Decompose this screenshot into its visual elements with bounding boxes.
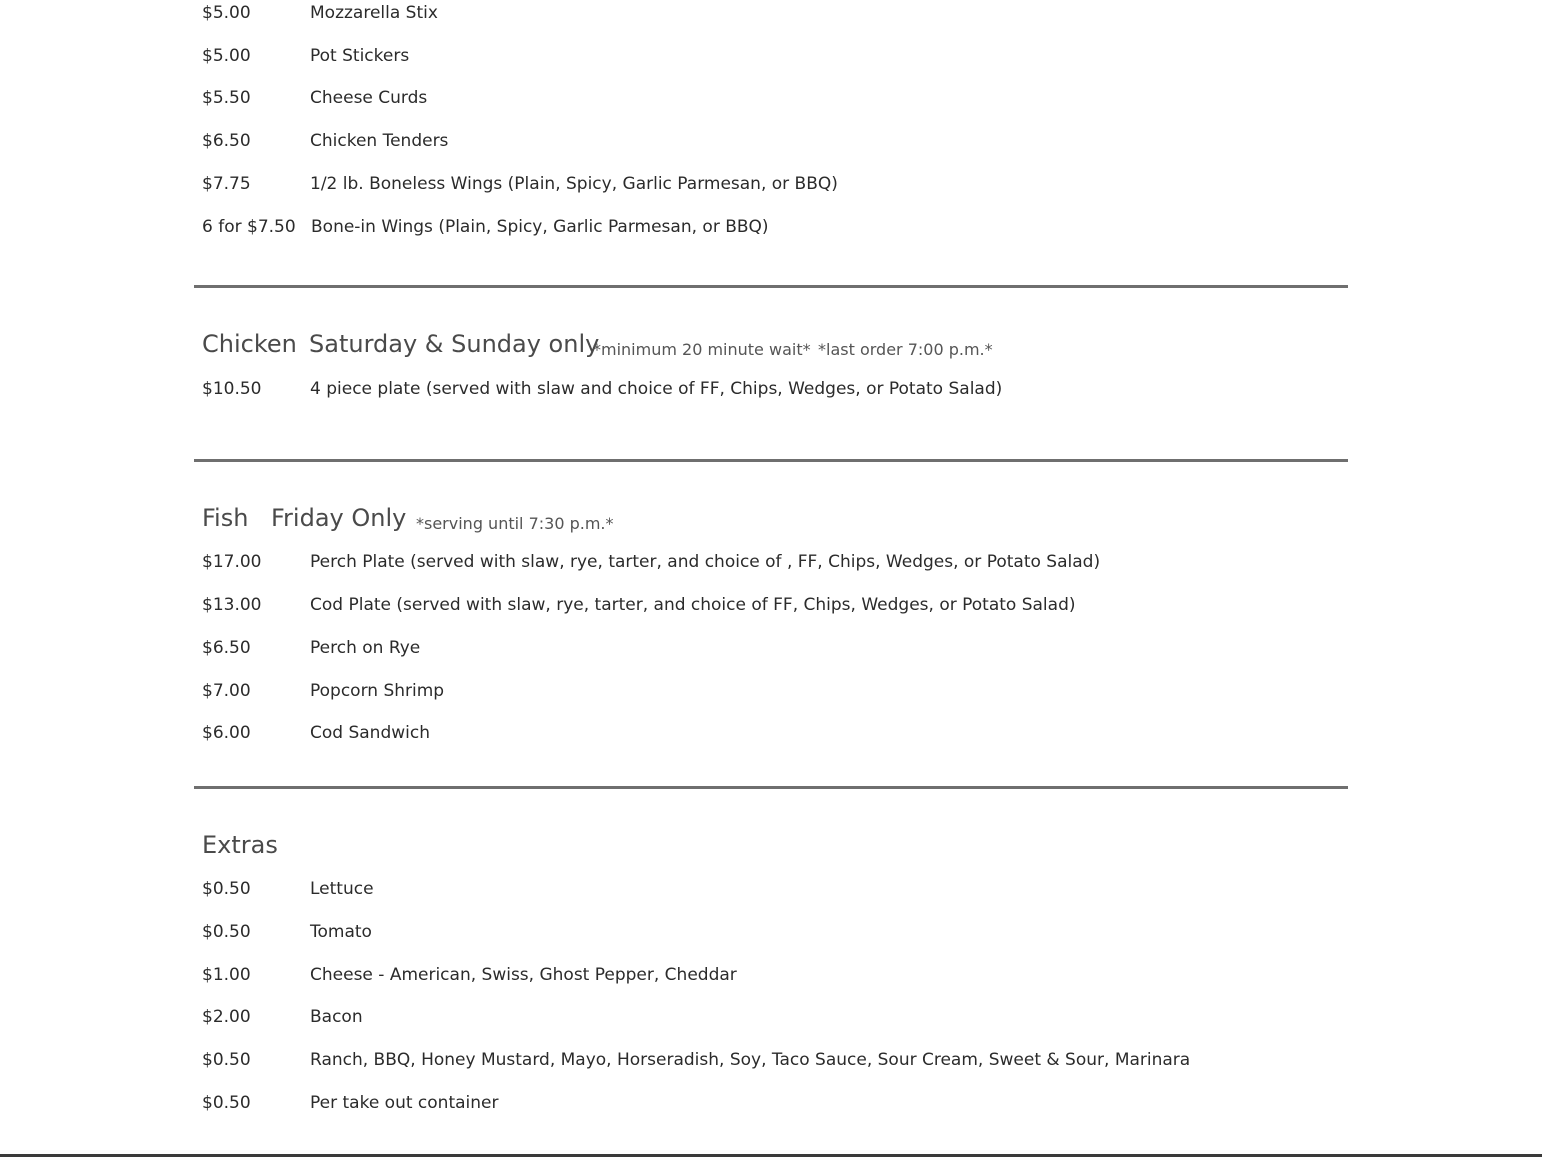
item-name: 4 piece plate (served with slaw and choice of FF, Chips, Wedges, or Potato Salad) xyxy=(310,379,1003,399)
item-price: $5.50 xyxy=(202,88,251,108)
item-price: $0.50 xyxy=(202,879,251,899)
item-price: $5.00 xyxy=(202,46,251,66)
item-price: $1.00 xyxy=(202,965,251,985)
item-name: Pot Stickers xyxy=(310,46,410,66)
section-note: *serving until 7:30 p.m.* xyxy=(416,514,614,533)
section-days: Friday Only xyxy=(271,504,407,532)
item-name: Perch Plate (served with slaw, rye, tarter, and choice of , FF, Chips, Wedges, or Potato Salad) xyxy=(310,552,1101,572)
item-name: Cod Sandwich xyxy=(310,723,430,743)
item-price: $0.50 xyxy=(202,1093,251,1113)
item-price: $17.00 xyxy=(202,552,262,572)
item-name: Cheese Curds xyxy=(310,88,428,108)
section-title: Chicken xyxy=(202,330,297,358)
item-price: $2.00 xyxy=(202,1007,251,1027)
item-name: Mozzarella Stix xyxy=(310,3,438,23)
section-note: *minimum 20 minute wait* xyxy=(593,340,811,359)
item-price: $0.50 xyxy=(202,1050,251,1070)
section-divider xyxy=(194,786,1348,789)
item-name: Chicken Tenders xyxy=(310,131,449,151)
item-name: Cod Plate (served with slaw, rye, tarter, and choice of FF, Chips, Wedges, or Potato Salad) xyxy=(310,595,1076,615)
section-days: Saturday & Sunday only xyxy=(309,330,600,358)
section-divider xyxy=(194,459,1348,462)
section-title: Fish xyxy=(202,504,249,532)
item-price: $6.50 xyxy=(202,638,251,658)
item-name: 1/2 lb. Boneless Wings (Plain, Spicy, Garlic Parmesan, or BBQ) xyxy=(310,174,838,194)
item-price: $6.50 xyxy=(202,131,251,151)
item-price: $13.00 xyxy=(202,595,262,615)
item-price: $0.50 xyxy=(202,922,251,942)
item-name: Cheese - American, Swiss, Ghost Pepper, Cheddar xyxy=(310,965,737,985)
section-note: *last order 7:00 p.m.* xyxy=(818,340,993,359)
item-price: 6 for $7.50 xyxy=(202,217,296,237)
item-name: Bacon xyxy=(310,1007,363,1027)
item-price: $6.00 xyxy=(202,723,251,743)
item-name: Lettuce xyxy=(310,879,374,899)
section-divider xyxy=(194,285,1348,288)
item-name: Popcorn Shrimp xyxy=(310,681,445,701)
item-name: Ranch, BBQ, Honey Mustard, Mayo, Horseradish, Soy, Taco Sauce, Sour Cream, Sweet & Sour, Marinara xyxy=(310,1050,1191,1070)
item-price: $5.00 xyxy=(202,3,251,23)
item-price: $7.00 xyxy=(202,681,251,701)
item-name: Perch on Rye xyxy=(310,638,421,658)
item-name: Per take out container xyxy=(310,1093,499,1113)
item-name: Bone-in Wings (Plain, Spicy, Garlic Parmesan, or BBQ) xyxy=(311,217,769,237)
item-price: $7.75 xyxy=(202,174,251,194)
item-name: Tomato xyxy=(310,922,372,942)
item-price: $10.50 xyxy=(202,379,262,399)
section-title: Extras xyxy=(202,831,278,859)
